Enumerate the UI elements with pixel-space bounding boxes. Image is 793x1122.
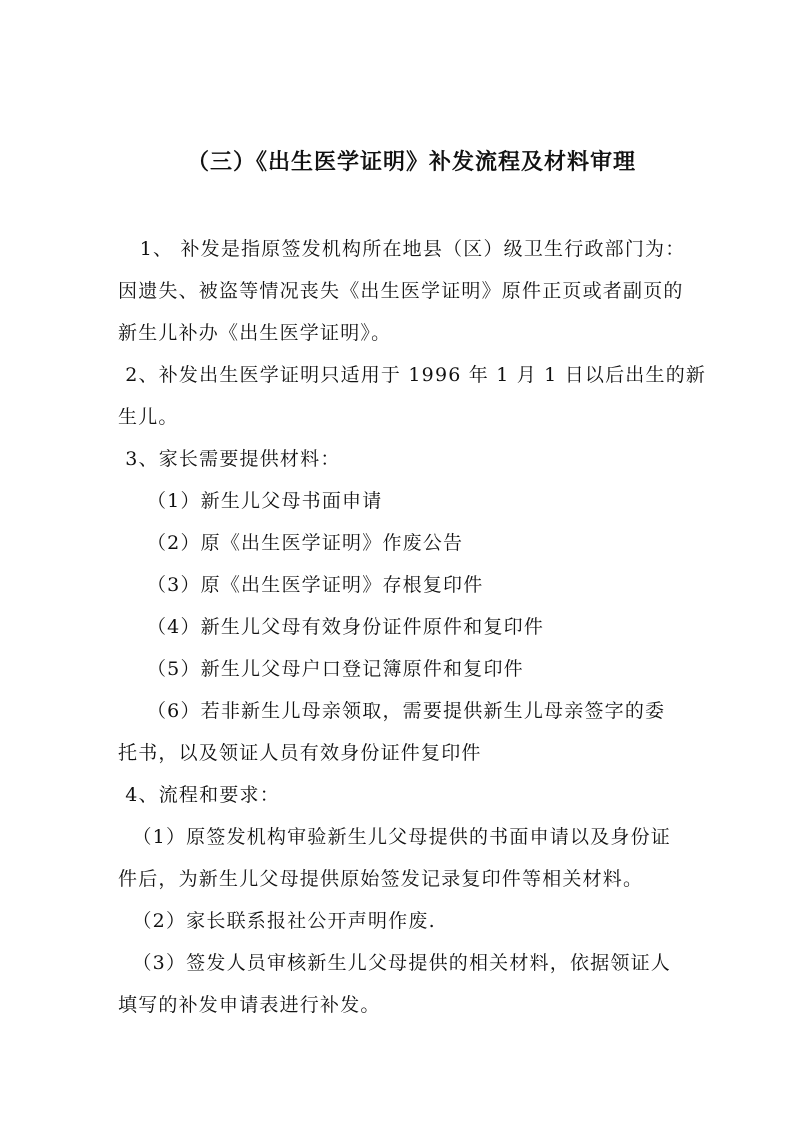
paragraph <box>118 900 678 942</box>
text-line: 因遗失、被盗等情况丧失《出生医学证明》原件正页或者副页的 <box>118 280 684 302</box>
paragraph <box>118 942 678 1026</box>
text-line: （3）原《出生医学证明》存根复印件 <box>118 574 484 596</box>
paragraph <box>118 438 678 480</box>
paragraph <box>118 228 686 354</box>
text-line: 3、家长需要提供材料： <box>118 448 341 470</box>
paragraph <box>118 564 678 606</box>
paragraph <box>118 774 678 816</box>
text-line: （3）签发人员审核新生儿父母提供的相关材料，依据领证人 <box>118 952 671 974</box>
paragraph <box>118 606 678 648</box>
page-title: （三）《出生医学证明》补发流程及材料审理 <box>186 150 636 175</box>
paragraph <box>118 480 678 522</box>
text-line: （2）原《出生医学证明》作废公告 <box>118 532 464 554</box>
paragraph <box>118 648 678 690</box>
text-line: 生儿。 <box>118 406 179 428</box>
text-line: 2、补发出生医学证明只适用于 1996 年 1 月 1 日以后出生的新 <box>118 364 707 386</box>
text-line: （1）新生儿父母书面申请 <box>118 490 383 512</box>
text-line: 1、 补发是指原签发机构所在地县（区）级卫生行政部门为： <box>118 238 686 260</box>
text-line: （1）原签发机构审验新生儿父母提供的书面申请以及身份证 <box>118 826 671 848</box>
text-line: （2）家长联系报社公开声明作废. <box>118 910 436 932</box>
text-line: 新生儿补办《出生医学证明》。 <box>118 322 392 344</box>
text-line: 件后，为新生儿父母提供原始签发记录复印件等相关材料。 <box>118 868 644 890</box>
paragraph <box>118 354 707 438</box>
paragraph <box>118 816 678 900</box>
text-line: 4、流程和要求： <box>118 784 280 806</box>
paragraph <box>118 522 678 564</box>
text-line: （5）新生儿父母户口登记簿原件和复印件 <box>118 658 524 680</box>
paragraph <box>118 690 678 774</box>
text-line: （6）若非新生儿母亲领取，需要提供新生儿母亲签字的委 <box>118 700 666 722</box>
text-line: （4）新生儿父母有效身份证件原件和复印件 <box>118 616 545 638</box>
document-body <box>118 228 707 1026</box>
text-line: 托书，以及领证人员有效身份证件复印件 <box>118 742 482 764</box>
text-line: 填写的补发申请表进行补发。 <box>118 994 381 1016</box>
